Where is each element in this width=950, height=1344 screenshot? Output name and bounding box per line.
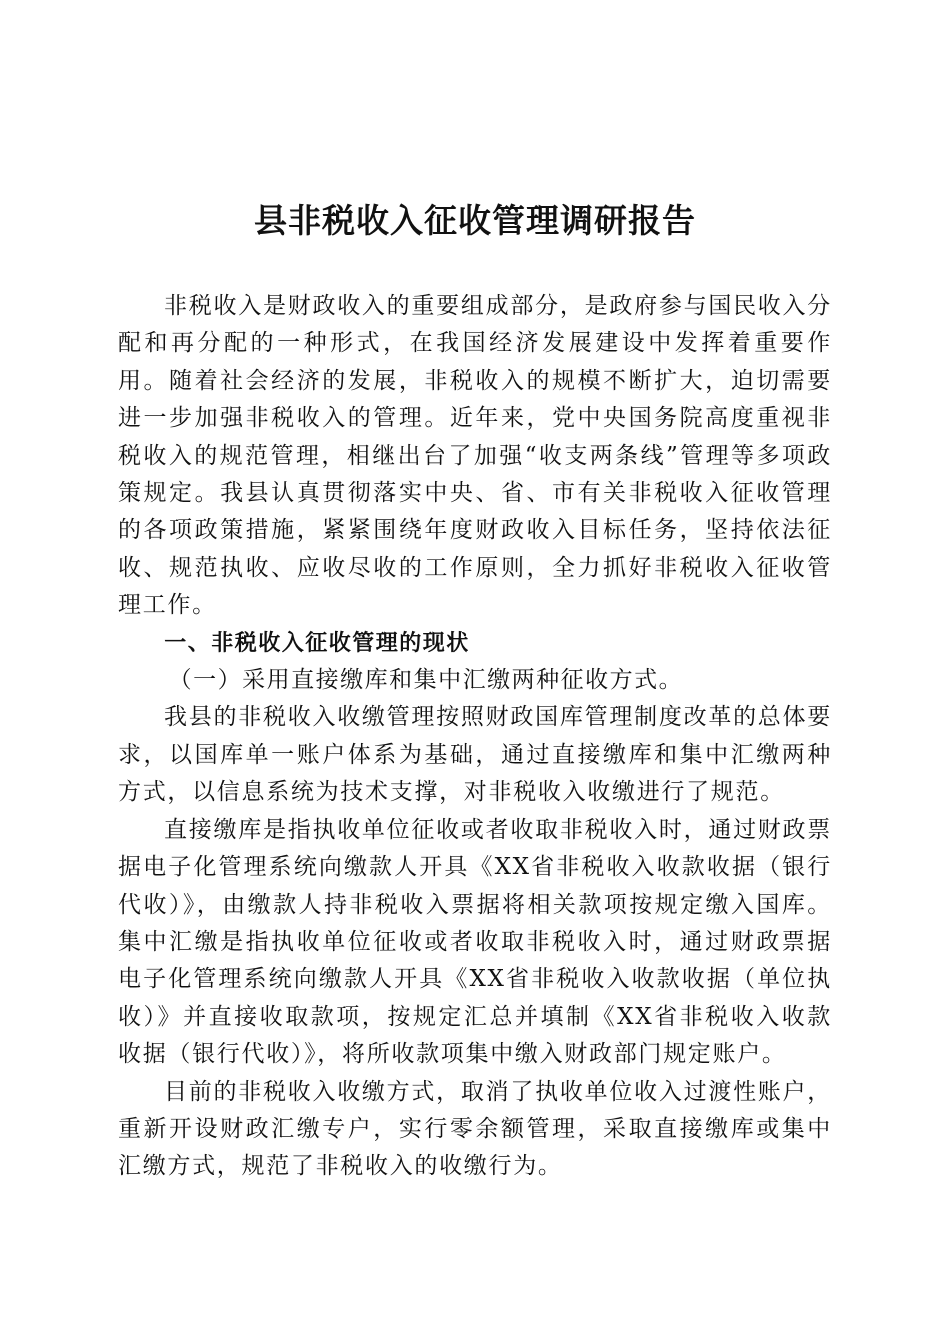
paragraph-collection-overview: 我县的非税收入收缴管理按照财政国库管理制度改革的总体要求，以国库单一账户体系为基础，通过直接缴库和集中汇缴两种方式，以信息系统为技术支撑，对非税收入收缴进行了规范。	[118, 704, 832, 806]
section-heading-1: 一、非税收入征收管理的现状	[164, 630, 470, 656]
intro-paragraph: 非税收入是财政收入的重要组成部分，是政府参与国民收入分配和再分配的一种形式，在我国经济发展建设中发挥着重要作用。随着社会经济的发展，非税收入的规模不断扩大，迫切需要进一步加强非税收入的管理。近年来，党中央国务院高度重视非税收入的规范管理，相继出台了加强“收支两条线”管理等多项政策规定。我县认真贯彻落实中央、省、市有关非税收入征收管理的各项政策措施，紧紧围绕年度财政收入目标任务，坚持依法征收、规范执收、应收尽收的工作原则，全力抓好非税收入征收管理工作。	[118, 293, 832, 619]
paragraph-current-practice: 目前的非税收入收缴方式，取消了执收单位收入过渡性账户，重新开设财政汇缴专户，实行零余额管理，采取直接缴库或集中汇缴方式，规范了非税收入的收缴行为。	[118, 1078, 832, 1180]
document-body	[118, 288, 832, 1186]
subsection-heading-1: （一）采用直接缴库和集中汇缴两种征收方式。	[168, 667, 684, 694]
document-title: 县非税收入征收管理调研报告	[254, 201, 696, 240]
paragraph-collection-methods: 直接缴库是指执收单位征收或者收取非税收入时，通过财政票据电子化管理系统向缴款人开具《XX省非税收入收款收据（银行代收）》，由缴款人持非税收入票据将相关款项按规定缴入国库。集中汇缴是指执收单位征收或者收取非税收入时，通过财政票据电子化管理系统向缴款人开具《XX省非税收入收款收据（单位执收）》并直接收取款项，按规定汇总并填制《XX省非税收入收款收据（银行代收）》，将所收款项集中缴入财政部门规定账户。	[118, 816, 832, 1068]
